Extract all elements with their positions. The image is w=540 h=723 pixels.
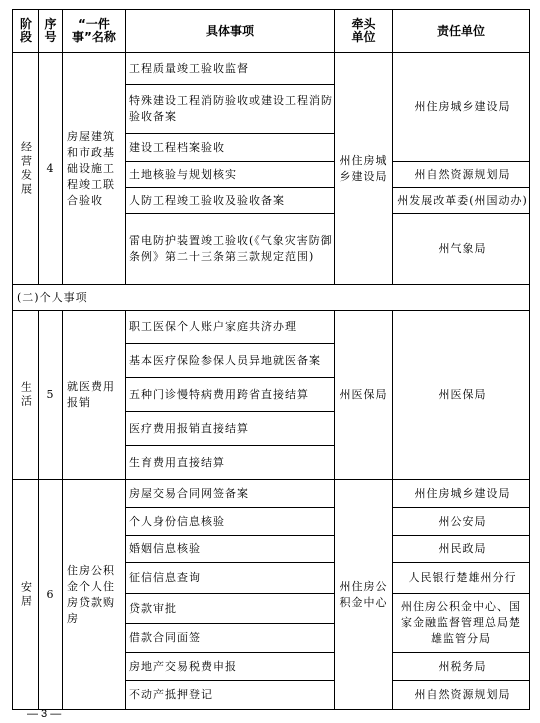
row6-item-4: 征信信息查询 xyxy=(129,571,201,584)
row4-resp-4: 州气象局 xyxy=(438,242,487,255)
row5-stage: 生活 xyxy=(19,381,33,409)
row4-item-6: 雷电防护装置竣工验收(《气象灾害防御条例》第二十三条第三款规定范围) xyxy=(129,234,333,263)
row5-item-3: 五种门诊慢特病费用跨省直接结算 xyxy=(129,387,309,401)
row6-resp-3: 州民政局 xyxy=(438,542,487,555)
row4-item-4: 土地核验与规划核实 xyxy=(129,167,237,181)
row4-item-1: 工程质量竣工验收监督 xyxy=(129,61,249,75)
header-item-name: “一件事”名称 xyxy=(72,17,116,44)
row5-item-5: 生育费用直接结算 xyxy=(129,455,225,469)
row6-resp-7: 州自然资源规划局 xyxy=(414,688,511,701)
row5-item-2: 基本医疗保险参保人员异地就医备案 xyxy=(129,353,321,367)
row6-name: 住房公积金个人住房贷款购房 xyxy=(67,563,115,625)
row4-resp-1: 州住房城乡建设局 xyxy=(414,100,511,113)
row6-lead: 州住房公积金中心 xyxy=(339,579,388,609)
row6-resp-2: 州公安局 xyxy=(438,514,487,528)
row6-item-8: 不动产抵押登记 xyxy=(129,688,213,701)
row4-item-2: 特殊建设工程消防验收或建设工程消防验收备案 xyxy=(129,94,333,123)
row4-item-5: 人防工程竣工验收及验收备案 xyxy=(129,193,285,207)
row6-item-2: 个人身份信息核验 xyxy=(129,514,225,528)
row5-resp: 州医保局 xyxy=(438,388,487,401)
header-seq: 序号 xyxy=(44,17,57,44)
row4-stage: 经营发展 xyxy=(19,140,33,197)
page-number: — 3 — xyxy=(27,708,62,720)
row4-resp-2: 州自然资源规划局 xyxy=(414,167,511,181)
header-specific: 具体事项 xyxy=(205,23,254,38)
row5-name: 就医费用报销 xyxy=(67,380,115,409)
row4-resp-3: 州发展改革委(州国动办) xyxy=(397,193,528,207)
row6-item-6: 借款合同面签 xyxy=(129,631,201,644)
row6-resp-1: 州住房城乡建设局 xyxy=(414,486,511,500)
row5-lead: 州医保局 xyxy=(339,388,388,401)
row6-resp-6: 州税务局 xyxy=(438,659,487,673)
row6-item-7: 房地产交易税费申报 xyxy=(129,659,237,673)
row5-seq: 5 xyxy=(46,388,55,401)
row6-item-5: 贷款审批 xyxy=(129,601,177,615)
row6-item-3: 婚姻信息核验 xyxy=(129,542,201,555)
row4-seq: 4 xyxy=(46,161,55,175)
row4-name: 房屋建筑和市政基础设施工程竣工联合验收 xyxy=(67,129,115,207)
row6-stage: 安居 xyxy=(19,580,33,609)
header-responsible: 责任单位 xyxy=(436,23,485,38)
row4-lead: 州住房城乡建设局 xyxy=(339,153,388,183)
section-title: (二)个人事项 xyxy=(17,290,88,304)
header-stage: 阶段 xyxy=(19,17,32,44)
row6-seq: 6 xyxy=(46,587,55,601)
row4-item-3: 建设工程档案验收 xyxy=(129,140,225,154)
row6-item-1: 房屋交易合同网签备案 xyxy=(129,486,249,500)
row5-item-4: 医疗费用报销直接结算 xyxy=(129,421,249,435)
row6-resp-5: 州住房公积金中心、国家金融监督管理总局楚雄监管分局 xyxy=(401,600,521,645)
row6-resp-4: 人民银行楚雄州分行 xyxy=(408,571,517,584)
row5-item-1: 职工医保个人账户家庭共济办理 xyxy=(129,320,297,333)
header-lead: 牵头单位 xyxy=(351,17,376,44)
